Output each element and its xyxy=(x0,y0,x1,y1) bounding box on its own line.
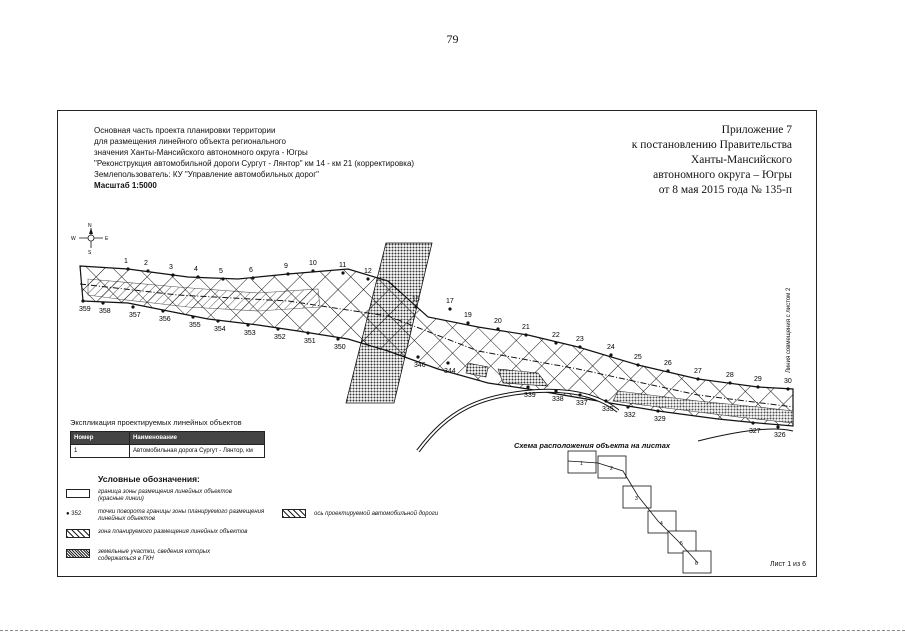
boundary-point-top-label: 29 xyxy=(754,376,762,383)
boundary-point-bottom-marker xyxy=(751,421,754,424)
boundary-point-top-marker xyxy=(496,327,499,330)
boundary-point-top-marker xyxy=(286,272,289,275)
junction-label: Линия совмещения с листом 2 xyxy=(786,287,792,373)
title-line-2: для размещения линейного объекта регионального xyxy=(94,137,286,146)
scheme-sheet-label: 3 xyxy=(635,496,638,502)
boundary-point-top-marker xyxy=(756,385,759,388)
boundary-point-top-label: 23 xyxy=(576,336,584,343)
boundary-point-top-marker xyxy=(466,321,469,324)
explication-header-name: Наименование xyxy=(130,432,265,445)
legend-marker-label: 352 xyxy=(71,511,82,517)
boundary-point-bottom-label: 335 xyxy=(602,406,614,413)
boundary-point-top-marker xyxy=(414,305,417,308)
boundary-point-bottom-marker xyxy=(131,305,134,308)
boundary-point-top-marker xyxy=(578,345,581,348)
boundary-point-bottom-label: 353 xyxy=(244,330,256,337)
boundary-point-bottom-label: 359 xyxy=(79,306,91,313)
legend-item-boundary: граница зоны размещения линейных объектов (красные линии) xyxy=(98,489,232,502)
boundary-point-top-label: 17 xyxy=(446,298,454,305)
boundary-point-bottom-label: 350 xyxy=(334,344,346,351)
boundary-point-bottom-marker xyxy=(276,327,279,330)
boundary-point-bottom-label: 339 xyxy=(524,392,536,399)
boundary-point-top-label: 1 xyxy=(124,258,128,265)
boundary-point-bottom-label: 357 xyxy=(129,312,141,319)
boundary-point-bottom-label: 326 xyxy=(774,432,786,439)
scheme-sheet-label: 6 xyxy=(695,561,698,567)
boundary-point-bottom-marker xyxy=(526,385,529,388)
boundary-point-bottom-marker xyxy=(626,405,629,408)
legend-marker-point: ● 352 xyxy=(66,511,82,517)
scheme-sheet-label: 4 xyxy=(660,521,663,527)
legend-swatch-axis xyxy=(282,509,306,518)
boundary-point-top-marker xyxy=(609,353,612,356)
boundary-point-bottom-label: 327 xyxy=(749,428,761,435)
boundary-point-top-label: 2 xyxy=(144,260,148,267)
boundary-point-bottom-label: 358 xyxy=(99,308,111,315)
boundary-point-top-marker xyxy=(341,271,344,274)
map-sheet xyxy=(57,110,817,577)
scale-label: Масштаб 1:5000 xyxy=(94,181,157,190)
boundary-point-bottom-marker xyxy=(554,389,557,392)
sheet-scheme xyxy=(568,451,711,573)
compass-e: E xyxy=(105,236,109,242)
boundary-point-top-label: 30 xyxy=(784,378,792,385)
boundary-point-bottom-label: 354 xyxy=(214,326,226,333)
table-row xyxy=(71,445,265,458)
boundary-point-bottom-marker xyxy=(101,301,104,304)
appendix-line-4: автономного округа – Югры xyxy=(653,169,792,181)
scheme-sheet-label: 1 xyxy=(580,461,583,467)
boundary-point-bottom-marker xyxy=(656,409,659,412)
boundary-point-top-label: 3 xyxy=(169,264,173,271)
legend-item-points: точки поворота границы зоны планируемого размещения линейных объектов xyxy=(98,509,265,522)
boundary-point-bottom-marker xyxy=(81,299,84,302)
boundary-point-bottom-marker xyxy=(306,331,309,334)
boundary-point-top-label: 24 xyxy=(607,344,615,351)
boundary-point-top-label: 4 xyxy=(194,266,198,273)
legend-item-axis: ось проектируемой автомобильной дороги xyxy=(314,511,439,517)
page-bottom-rule xyxy=(0,630,905,631)
boundary-point-top-label: 20 xyxy=(494,318,502,325)
boundary-point-top-marker xyxy=(728,381,731,384)
boundary-point-top-marker xyxy=(171,273,174,276)
boundary-point-top-label: 5 xyxy=(219,268,223,275)
boundary-point-top-marker xyxy=(196,275,199,278)
boundary-point-top-marker xyxy=(666,369,669,372)
boundary-point-bottom-label: 332 xyxy=(624,412,636,419)
boundary-point-top-marker xyxy=(448,307,451,310)
title-line-1: Основная часть проекта планировки территории xyxy=(94,126,276,135)
compass-n: N xyxy=(88,223,92,229)
appendix-line-2: к постановлению Правительства xyxy=(631,139,792,151)
boundary-point-top-marker xyxy=(636,363,639,366)
boundary-point-bottom-marker xyxy=(604,399,607,402)
boundary-point-top-label: 28 xyxy=(726,372,734,379)
boundary-point-top-label: 19 xyxy=(464,312,472,319)
scheme-sheet-label: 2 xyxy=(610,466,613,472)
sheet-label: Лист 1 из 6 xyxy=(770,561,806,568)
boundary-point-bottom-marker xyxy=(446,361,449,364)
scheme-title: Схема расположения объекта на листах xyxy=(514,441,671,450)
boundary-point-bottom-label: 344 xyxy=(444,368,456,375)
scheme-sheet-label: 5 xyxy=(680,541,683,547)
boundary-point-top-marker xyxy=(786,387,789,390)
boundary-point-top-marker xyxy=(696,377,699,380)
legend-item-zone: зона планируемого размещения линейных объектов xyxy=(98,529,248,535)
boundary-point-top-marker xyxy=(221,277,224,280)
boundary-point-bottom-marker xyxy=(216,319,219,322)
legend-swatch-gkn xyxy=(66,549,90,558)
boundary-point-top-label: 22 xyxy=(552,332,560,339)
boundary-point-top-label: 26 xyxy=(664,360,672,367)
legend-swatch-boundary xyxy=(66,489,90,498)
boundary-point-top-label: 21 xyxy=(522,324,530,331)
boundary-point-top-label: 9 xyxy=(284,263,288,270)
explication-title: Экспликация проектируемых линейных объектов xyxy=(70,418,242,427)
title-line-3: значения Ханты-Мансийского автономного округа - Югры xyxy=(94,148,308,157)
boundary-point-bottom-marker xyxy=(336,337,339,340)
boundary-point-top-marker xyxy=(251,276,254,279)
appendix-header xyxy=(532,123,792,198)
boundary-point-bottom-marker xyxy=(246,323,249,326)
boundary-point-bottom-label: 352 xyxy=(274,334,286,341)
boundary-point-bottom-marker xyxy=(416,355,419,358)
boundary-point-top-label: 25 xyxy=(634,354,642,361)
legend-swatch-zone xyxy=(66,529,90,538)
explication-cell-number: 1 xyxy=(71,445,130,458)
boundary-point-top-label: 12 xyxy=(364,268,372,275)
boundary-point-top-marker xyxy=(126,267,129,270)
compass-s: S xyxy=(88,250,92,256)
boundary-point-bottom-marker xyxy=(161,309,164,312)
compass-rose xyxy=(71,223,109,256)
explication-header-number: Номер xyxy=(71,432,130,445)
boundary-point-bottom-label: 355 xyxy=(189,322,201,329)
boundary-point-top-marker xyxy=(554,341,557,344)
boundary-point-top-marker xyxy=(524,333,527,336)
boundary-point-top-marker xyxy=(146,269,149,272)
title-line-5: Землепользователь: КУ "Управление автомобильных дорог" xyxy=(94,170,319,179)
boundary-point-bottom-label: 356 xyxy=(159,316,171,323)
page-number: 79 xyxy=(446,32,459,46)
boundary-point-bottom-label: 346 xyxy=(414,362,426,369)
boundary-point-bottom-label: 351 xyxy=(304,338,316,345)
boundary-point-bottom-label: 329 xyxy=(654,416,666,423)
compass-w: W xyxy=(71,236,76,242)
boundary-point-bottom-marker xyxy=(776,425,779,428)
appendix-line-1: Приложение 7 xyxy=(721,124,792,136)
appendix-line-5: от 8 мая 2015 года № 135-п xyxy=(658,184,792,196)
explication-cell-name: Автомобильная дорога Сургут - Лянтор, км xyxy=(130,445,265,458)
title-line-4: "Реконструкция автомобильной дороги Сургут - Лянтор" км 14 - км 21 (корректировка) xyxy=(94,159,415,168)
boundary-point-top-label: 10 xyxy=(309,260,317,267)
legend-item-gkn: земельные участки, сведения которых содержаться в ГКН xyxy=(98,549,211,562)
legend-title: Условные обозначения: xyxy=(98,474,200,484)
boundary-point-bottom-marker xyxy=(191,315,194,318)
title-block xyxy=(94,125,514,191)
boundary-point-top-label: 6 xyxy=(249,267,253,274)
boundary-point-bottom-label: 337 xyxy=(576,400,588,407)
boundary-point-top-label: 11 xyxy=(339,262,347,269)
boundary-point-top-marker xyxy=(311,269,314,272)
boundary-point-bottom-label: 338 xyxy=(552,396,564,403)
explication-table xyxy=(70,431,265,458)
boundary-point-bottom-marker xyxy=(578,393,581,396)
boundary-point-top-marker xyxy=(366,277,369,280)
boundary-point-top-label: 27 xyxy=(694,368,702,375)
appendix-line-3: Ханты-Мансийского xyxy=(690,154,792,166)
boundary-point-top-label: 15 xyxy=(412,296,420,303)
